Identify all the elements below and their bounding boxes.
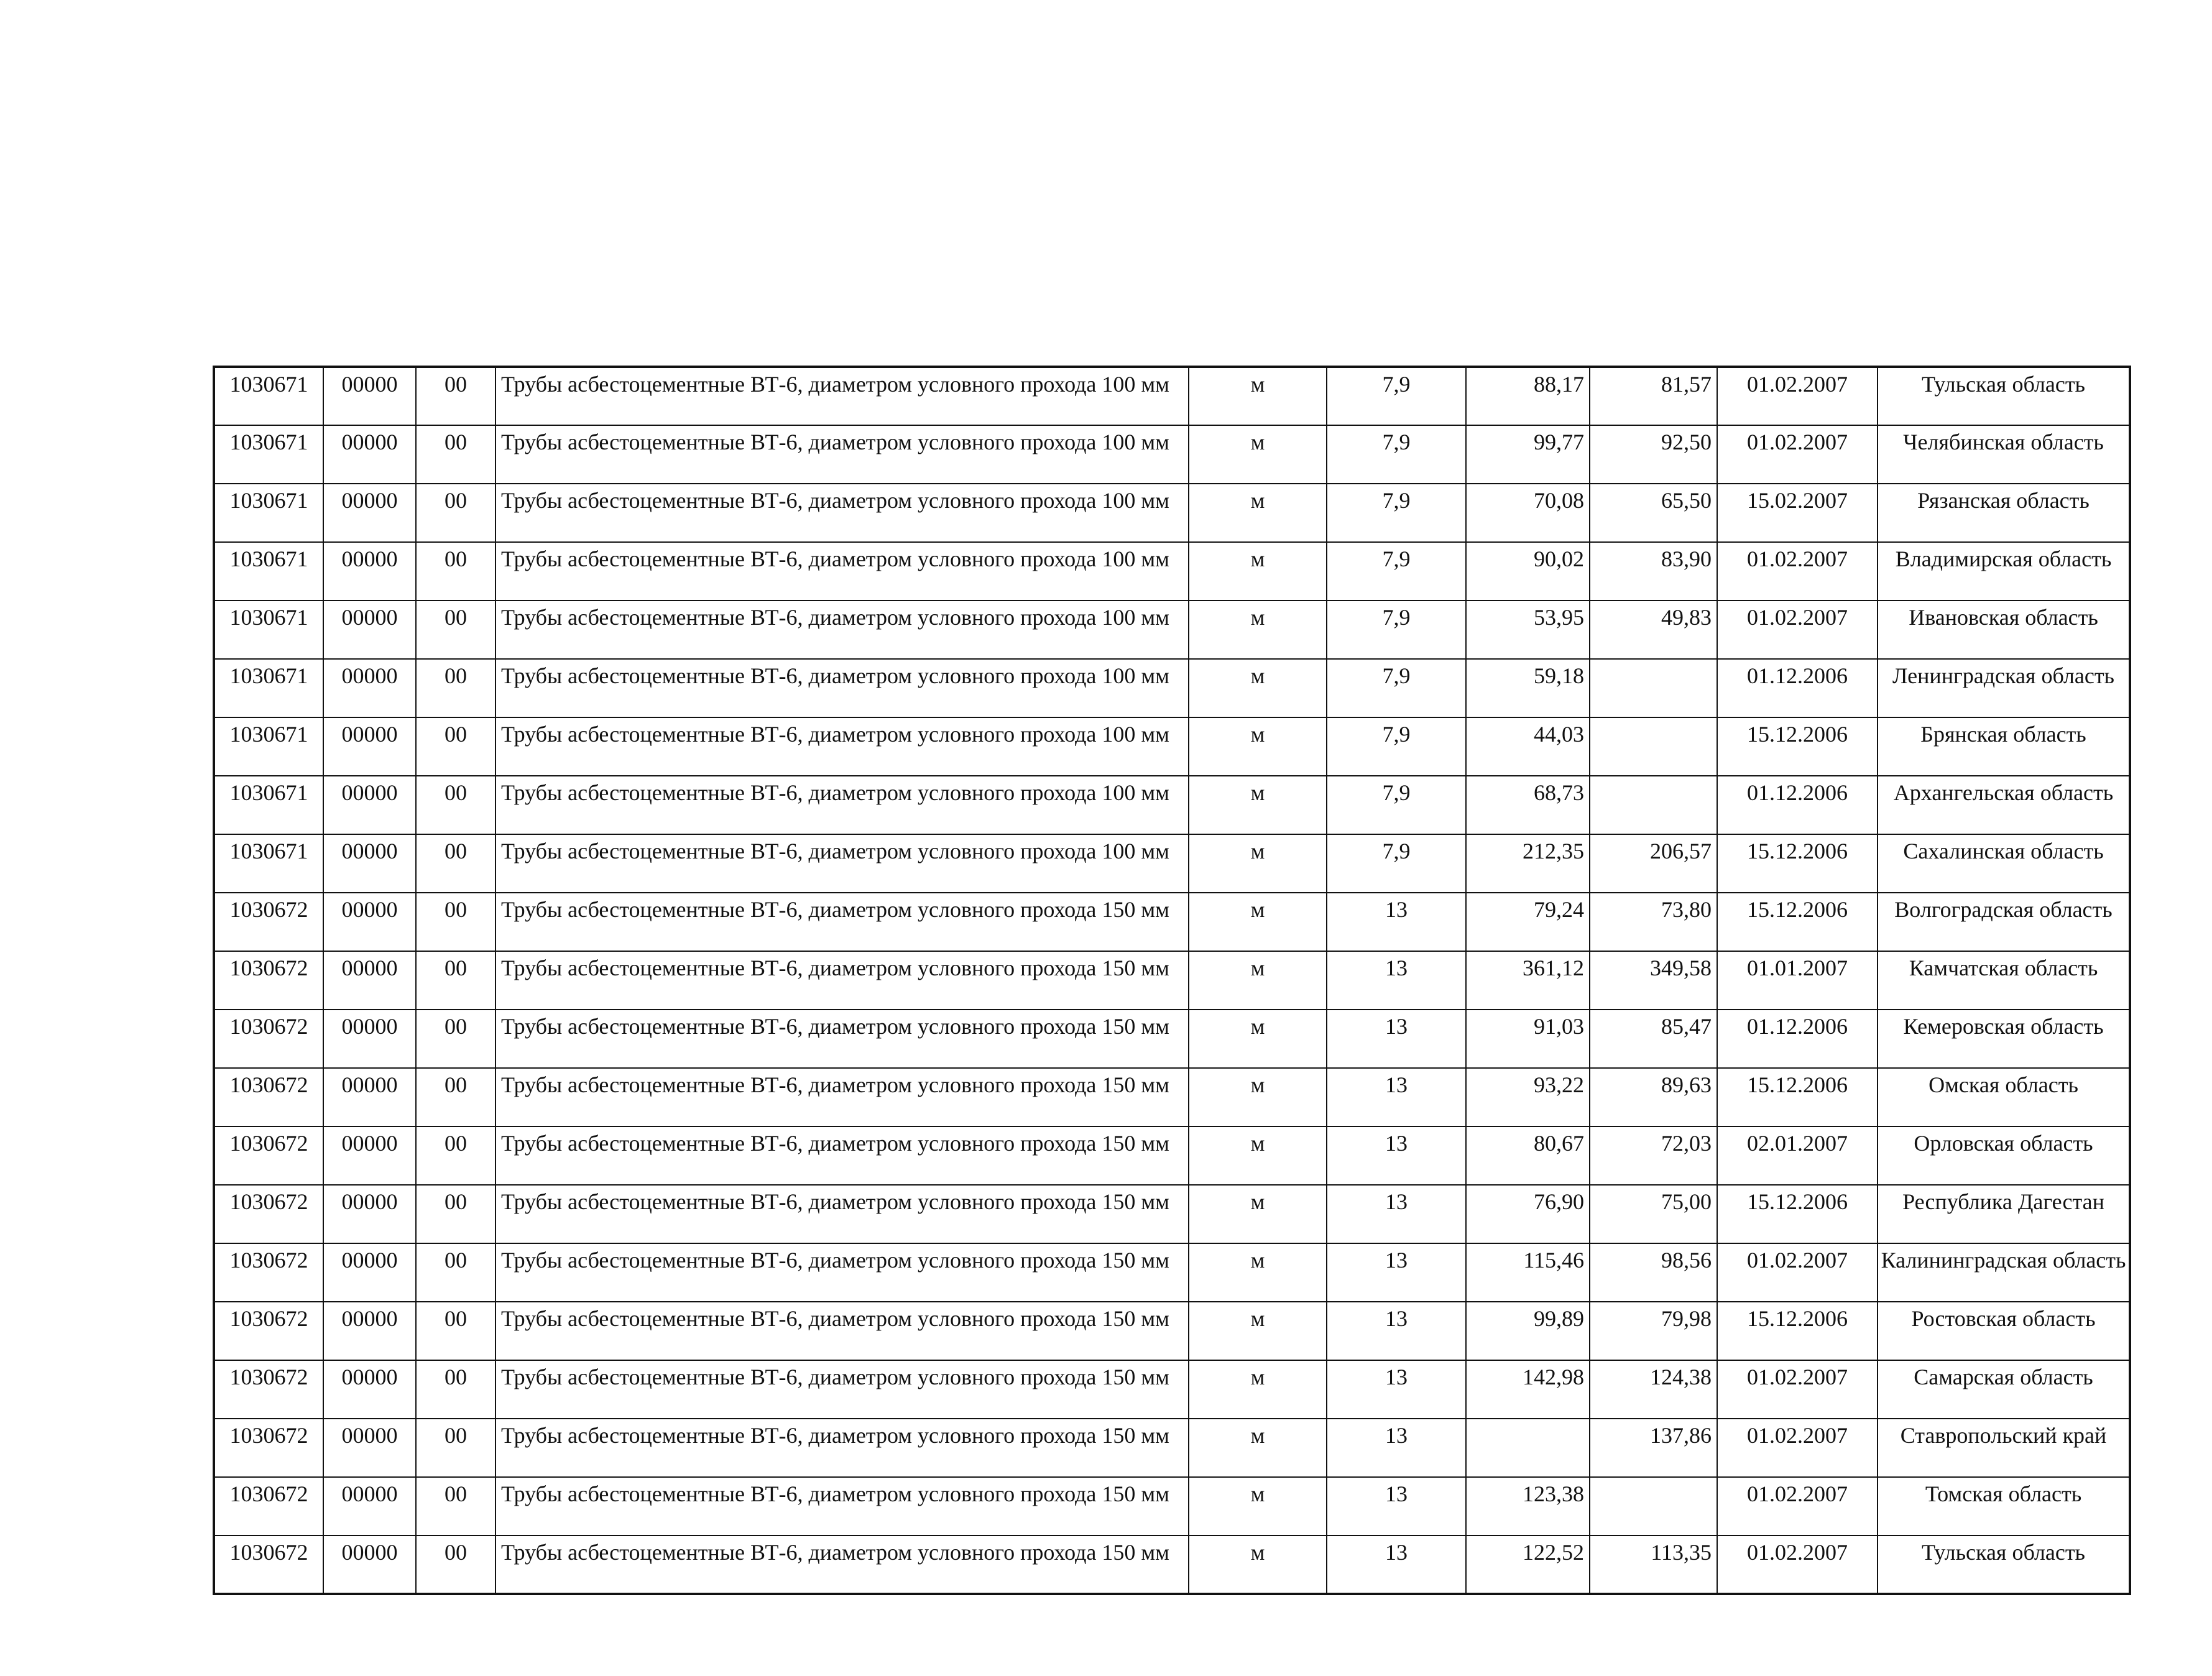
item-code-cell: 1030672 bbox=[214, 1126, 323, 1185]
table-row bbox=[214, 601, 2130, 659]
description-cell: Трубы асбестоцементные ВТ-6, диаметром условного прохода 100 мм bbox=[495, 659, 1189, 717]
table-row bbox=[214, 776, 2130, 834]
item-code-cell: 1030672 bbox=[214, 1243, 323, 1302]
item-code-cell: 1030672 bbox=[214, 1419, 323, 1477]
unit-cell: м bbox=[1189, 1126, 1327, 1185]
weight-cell: 7,9 bbox=[1327, 425, 1466, 484]
variant-code-cell: 00 bbox=[416, 1068, 495, 1126]
region-cell: Волгоградская область bbox=[1878, 893, 2130, 951]
subcode-cell: 00000 bbox=[323, 893, 416, 951]
description-cell: Трубы асбестоцементные ВТ-6, диаметром условного прохода 150 мм bbox=[495, 951, 1189, 1010]
region-cell: Ленинградская область bbox=[1878, 659, 2130, 717]
description-cell: Трубы асбестоцементные ВТ-6, диаметром условного прохода 150 мм bbox=[495, 1185, 1189, 1243]
region-cell: Орловская область bbox=[1878, 1126, 2130, 1185]
description-cell: Трубы асбестоцементные ВТ-6, диаметром условного прохода 100 мм bbox=[495, 542, 1189, 601]
price-alt-cell bbox=[1590, 717, 1717, 776]
variant-code-cell: 00 bbox=[416, 601, 495, 659]
item-code-cell: 1030671 bbox=[214, 834, 323, 893]
weight-cell: 13 bbox=[1327, 893, 1466, 951]
table-row bbox=[214, 1302, 2130, 1360]
variant-code-cell: 00 bbox=[416, 1302, 495, 1360]
price-alt-cell: 85,47 bbox=[1590, 1010, 1717, 1068]
unit-cell: м bbox=[1189, 1536, 1327, 1594]
weight-cell: 7,9 bbox=[1327, 717, 1466, 776]
weight-cell: 13 bbox=[1327, 1477, 1466, 1536]
weight-cell: 13 bbox=[1327, 1243, 1466, 1302]
date-cell: 15.12.2006 bbox=[1717, 834, 1878, 893]
weight-cell: 13 bbox=[1327, 951, 1466, 1010]
table-row bbox=[214, 1360, 2130, 1419]
table-row bbox=[214, 1126, 2130, 1185]
date-cell: 01.02.2007 bbox=[1717, 601, 1878, 659]
variant-code-cell: 00 bbox=[416, 542, 495, 601]
price-cell: 68,73 bbox=[1466, 776, 1590, 834]
subcode-cell: 00000 bbox=[323, 601, 416, 659]
description-cell: Трубы асбестоцементные ВТ-6, диаметром условного прохода 150 мм bbox=[495, 1360, 1189, 1419]
region-cell: Самарская область bbox=[1878, 1360, 2130, 1419]
price-cell: 115,46 bbox=[1466, 1243, 1590, 1302]
description-cell: Трубы асбестоцементные ВТ-6, диаметром условного прохода 100 мм bbox=[495, 484, 1189, 542]
description-cell: Трубы асбестоцементные ВТ-6, диаметром условного прохода 100 мм bbox=[495, 717, 1189, 776]
price-cell: 90,02 bbox=[1466, 542, 1590, 601]
subcode-cell: 00000 bbox=[323, 1068, 416, 1126]
weight-cell: 13 bbox=[1327, 1302, 1466, 1360]
variant-code-cell: 00 bbox=[416, 834, 495, 893]
unit-cell: м bbox=[1189, 1360, 1327, 1419]
item-code-cell: 1030671 bbox=[214, 659, 323, 717]
price-alt-cell: 89,63 bbox=[1590, 1068, 1717, 1126]
weight-cell: 7,9 bbox=[1327, 542, 1466, 601]
variant-code-cell: 00 bbox=[416, 367, 495, 425]
region-cell: Калининградская область bbox=[1878, 1243, 2130, 1302]
variant-code-cell: 00 bbox=[416, 425, 495, 484]
item-code-cell: 1030671 bbox=[214, 542, 323, 601]
date-cell: 01.12.2006 bbox=[1717, 659, 1878, 717]
unit-cell: м bbox=[1189, 484, 1327, 542]
region-cell: Архангельская область bbox=[1878, 776, 2130, 834]
subcode-cell: 00000 bbox=[323, 1010, 416, 1068]
subcode-cell: 00000 bbox=[323, 1360, 416, 1419]
region-cell: Томская область bbox=[1878, 1477, 2130, 1536]
region-cell: Тульская область bbox=[1878, 367, 2130, 425]
item-code-cell: 1030672 bbox=[214, 1536, 323, 1594]
price-alt-cell: 81,57 bbox=[1590, 367, 1717, 425]
unit-cell: м bbox=[1189, 1419, 1327, 1477]
region-cell: Республика Дагестан bbox=[1878, 1185, 2130, 1243]
date-cell: 01.12.2006 bbox=[1717, 1010, 1878, 1068]
description-cell: Трубы асбестоцементные ВТ-6, диаметром условного прохода 150 мм bbox=[495, 1419, 1189, 1477]
description-cell: Трубы асбестоцементные ВТ-6, диаметром условного прохода 150 мм bbox=[495, 1243, 1189, 1302]
table-row bbox=[214, 1185, 2130, 1243]
variant-code-cell: 00 bbox=[416, 484, 495, 542]
region-cell: Рязанская область bbox=[1878, 484, 2130, 542]
unit-cell: м bbox=[1189, 1010, 1327, 1068]
price-cell: 53,95 bbox=[1466, 601, 1590, 659]
price-alt-cell: 98,56 bbox=[1590, 1243, 1717, 1302]
weight-cell: 13 bbox=[1327, 1419, 1466, 1477]
price-alt-cell: 92,50 bbox=[1590, 425, 1717, 484]
unit-cell: м bbox=[1189, 1185, 1327, 1243]
unit-cell: м bbox=[1189, 834, 1327, 893]
date-cell: 15.12.2006 bbox=[1717, 893, 1878, 951]
price-cell: 44,03 bbox=[1466, 717, 1590, 776]
item-code-cell: 1030671 bbox=[214, 484, 323, 542]
subcode-cell: 00000 bbox=[323, 425, 416, 484]
subcode-cell: 00000 bbox=[323, 776, 416, 834]
table-row bbox=[214, 1477, 2130, 1536]
subcode-cell: 00000 bbox=[323, 367, 416, 425]
date-cell: 01.02.2007 bbox=[1717, 1536, 1878, 1594]
description-cell: Трубы асбестоцементные ВТ-6, диаметром условного прохода 150 мм bbox=[495, 1010, 1189, 1068]
table-row bbox=[214, 542, 2130, 601]
price-cell: 91,03 bbox=[1466, 1010, 1590, 1068]
unit-cell: м bbox=[1189, 1302, 1327, 1360]
weight-cell: 7,9 bbox=[1327, 484, 1466, 542]
region-cell: Ивановская область bbox=[1878, 601, 2130, 659]
description-cell: Трубы асбестоцементные ВТ-6, диаметром условного прохода 150 мм bbox=[495, 1477, 1189, 1536]
variant-code-cell: 00 bbox=[416, 1243, 495, 1302]
table-row bbox=[214, 893, 2130, 951]
region-cell: Ставропольский край bbox=[1878, 1419, 2130, 1477]
item-code-cell: 1030671 bbox=[214, 776, 323, 834]
region-cell: Тульская область bbox=[1878, 1536, 2130, 1594]
date-cell: 02.01.2007 bbox=[1717, 1126, 1878, 1185]
weight-cell: 13 bbox=[1327, 1010, 1466, 1068]
subcode-cell: 00000 bbox=[323, 1185, 416, 1243]
price-cell: 123,38 bbox=[1466, 1477, 1590, 1536]
item-code-cell: 1030672 bbox=[214, 951, 323, 1010]
table-row bbox=[214, 951, 2130, 1010]
price-alt-cell: 349,58 bbox=[1590, 951, 1717, 1010]
subcode-cell: 00000 bbox=[323, 542, 416, 601]
date-cell: 01.01.2007 bbox=[1717, 951, 1878, 1010]
unit-cell: м bbox=[1189, 1477, 1327, 1536]
table-row bbox=[214, 1536, 2130, 1594]
price-cell: 88,17 bbox=[1466, 367, 1590, 425]
variant-code-cell: 00 bbox=[416, 1360, 495, 1419]
unit-cell: м bbox=[1189, 776, 1327, 834]
price-cell: 79,24 bbox=[1466, 893, 1590, 951]
price-alt-cell: 73,80 bbox=[1590, 893, 1717, 951]
variant-code-cell: 00 bbox=[416, 1536, 495, 1594]
weight-cell: 13 bbox=[1327, 1360, 1466, 1419]
price-alt-cell: 137,86 bbox=[1590, 1419, 1717, 1477]
table-row bbox=[214, 1243, 2130, 1302]
date-cell: 01.02.2007 bbox=[1717, 542, 1878, 601]
item-code-cell: 1030671 bbox=[214, 717, 323, 776]
date-cell: 15.12.2006 bbox=[1717, 1302, 1878, 1360]
item-code-cell: 1030672 bbox=[214, 1068, 323, 1126]
weight-cell: 13 bbox=[1327, 1068, 1466, 1126]
description-cell: Трубы асбестоцементные ВТ-6, диаметром условного прохода 100 мм bbox=[495, 834, 1189, 893]
weight-cell: 7,9 bbox=[1327, 367, 1466, 425]
subcode-cell: 00000 bbox=[323, 951, 416, 1010]
variant-code-cell: 00 bbox=[416, 1477, 495, 1536]
variant-code-cell: 00 bbox=[416, 1419, 495, 1477]
unit-cell: м bbox=[1189, 893, 1327, 951]
price-cell: 70,08 bbox=[1466, 484, 1590, 542]
description-cell: Трубы асбестоцементные ВТ-6, диаметром условного прохода 100 мм bbox=[495, 367, 1189, 425]
table-row bbox=[214, 1068, 2130, 1126]
description-cell: Трубы асбестоцементные ВТ-6, диаметром условного прохода 150 мм bbox=[495, 1068, 1189, 1126]
variant-code-cell: 00 bbox=[416, 717, 495, 776]
price-cell: 99,77 bbox=[1466, 425, 1590, 484]
weight-cell: 13 bbox=[1327, 1185, 1466, 1243]
variant-code-cell: 00 bbox=[416, 1010, 495, 1068]
table-row bbox=[214, 834, 2130, 893]
region-cell: Владимирская область bbox=[1878, 542, 2130, 601]
table-body bbox=[214, 367, 2130, 1594]
weight-cell: 13 bbox=[1327, 1126, 1466, 1185]
subcode-cell: 00000 bbox=[323, 834, 416, 893]
region-cell: Брянская область bbox=[1878, 717, 2130, 776]
price-cell: 212,35 bbox=[1466, 834, 1590, 893]
weight-cell: 7,9 bbox=[1327, 834, 1466, 893]
region-cell: Омская область bbox=[1878, 1068, 2130, 1126]
description-cell: Трубы асбестоцементные ВТ-6, диаметром условного прохода 100 мм bbox=[495, 776, 1189, 834]
table-row bbox=[214, 717, 2130, 776]
unit-cell: м bbox=[1189, 659, 1327, 717]
weight-cell: 7,9 bbox=[1327, 776, 1466, 834]
variant-code-cell: 00 bbox=[416, 659, 495, 717]
item-code-cell: 1030671 bbox=[214, 425, 323, 484]
item-code-cell: 1030671 bbox=[214, 367, 323, 425]
price-alt-cell bbox=[1590, 776, 1717, 834]
subcode-cell: 00000 bbox=[323, 1477, 416, 1536]
price-cell: 142,98 bbox=[1466, 1360, 1590, 1419]
table-row bbox=[214, 484, 2130, 542]
price-table bbox=[213, 366, 2131, 1595]
unit-cell: м bbox=[1189, 1243, 1327, 1302]
price-alt-cell: 124,38 bbox=[1590, 1360, 1717, 1419]
description-cell: Трубы асбестоцементные ВТ-6, диаметром условного прохода 150 мм bbox=[495, 893, 1189, 951]
item-code-cell: 1030671 bbox=[214, 601, 323, 659]
table-row bbox=[214, 659, 2130, 717]
variant-code-cell: 00 bbox=[416, 776, 495, 834]
price-cell: 122,52 bbox=[1466, 1536, 1590, 1594]
table-row bbox=[214, 367, 2130, 425]
unit-cell: м bbox=[1189, 367, 1327, 425]
description-cell: Трубы асбестоцементные ВТ-6, диаметром условного прохода 150 мм bbox=[495, 1126, 1189, 1185]
variant-code-cell: 00 bbox=[416, 951, 495, 1010]
item-code-cell: 1030672 bbox=[214, 1302, 323, 1360]
unit-cell: м bbox=[1189, 601, 1327, 659]
table-row bbox=[214, 1419, 2130, 1477]
weight-cell: 7,9 bbox=[1327, 601, 1466, 659]
price-alt-cell: 83,90 bbox=[1590, 542, 1717, 601]
subcode-cell: 00000 bbox=[323, 1302, 416, 1360]
description-cell: Трубы асбестоцементные ВТ-6, диаметром условного прохода 150 мм bbox=[495, 1536, 1189, 1594]
unit-cell: м bbox=[1189, 717, 1327, 776]
date-cell: 01.02.2007 bbox=[1717, 1360, 1878, 1419]
date-cell: 01.02.2007 bbox=[1717, 367, 1878, 425]
unit-cell: м bbox=[1189, 951, 1327, 1010]
date-cell: 15.02.2007 bbox=[1717, 484, 1878, 542]
region-cell: Ростовская область bbox=[1878, 1302, 2130, 1360]
description-cell: Трубы асбестоцементные ВТ-6, диаметром условного прохода 100 мм bbox=[495, 601, 1189, 659]
table-row bbox=[214, 1010, 2130, 1068]
date-cell: 15.12.2006 bbox=[1717, 717, 1878, 776]
date-cell: 15.12.2006 bbox=[1717, 1185, 1878, 1243]
unit-cell: м bbox=[1189, 542, 1327, 601]
price-cell: 76,90 bbox=[1466, 1185, 1590, 1243]
price-alt-cell: 113,35 bbox=[1590, 1536, 1717, 1594]
subcode-cell: 00000 bbox=[323, 1243, 416, 1302]
date-cell: 01.02.2007 bbox=[1717, 1477, 1878, 1536]
item-code-cell: 1030672 bbox=[214, 1185, 323, 1243]
variant-code-cell: 00 bbox=[416, 893, 495, 951]
item-code-cell: 1030672 bbox=[214, 893, 323, 951]
description-cell: Трубы асбестоцементные ВТ-6, диаметром условного прохода 150 мм bbox=[495, 1302, 1189, 1360]
unit-cell: м bbox=[1189, 1068, 1327, 1126]
unit-cell: м bbox=[1189, 425, 1327, 484]
item-code-cell: 1030672 bbox=[214, 1010, 323, 1068]
price-cell: 361,12 bbox=[1466, 951, 1590, 1010]
subcode-cell: 00000 bbox=[323, 484, 416, 542]
weight-cell: 7,9 bbox=[1327, 659, 1466, 717]
price-alt-cell: 72,03 bbox=[1590, 1126, 1717, 1185]
price-alt-cell bbox=[1590, 1477, 1717, 1536]
subcode-cell: 00000 bbox=[323, 717, 416, 776]
date-cell: 15.12.2006 bbox=[1717, 1068, 1878, 1126]
region-cell: Сахалинская область bbox=[1878, 834, 2130, 893]
table-row bbox=[214, 425, 2130, 484]
subcode-cell: 00000 bbox=[323, 659, 416, 717]
region-cell: Кемеровская область bbox=[1878, 1010, 2130, 1068]
variant-code-cell: 00 bbox=[416, 1185, 495, 1243]
date-cell: 01.02.2007 bbox=[1717, 1243, 1878, 1302]
price-cell: 59,18 bbox=[1466, 659, 1590, 717]
subcode-cell: 00000 bbox=[323, 1419, 416, 1477]
price-alt-cell: 49,83 bbox=[1590, 601, 1717, 659]
variant-code-cell: 00 bbox=[416, 1126, 495, 1185]
subcode-cell: 00000 bbox=[323, 1536, 416, 1594]
price-alt-cell bbox=[1590, 659, 1717, 717]
price-alt-cell: 75,00 bbox=[1590, 1185, 1717, 1243]
price-cell: 93,22 bbox=[1466, 1068, 1590, 1126]
price-alt-cell: 79,98 bbox=[1590, 1302, 1717, 1360]
date-cell: 01.12.2006 bbox=[1717, 776, 1878, 834]
price-cell bbox=[1466, 1419, 1590, 1477]
region-cell: Камчатская область bbox=[1878, 951, 2130, 1010]
price-alt-cell: 65,50 bbox=[1590, 484, 1717, 542]
weight-cell: 13 bbox=[1327, 1536, 1466, 1594]
item-code-cell: 1030672 bbox=[214, 1360, 323, 1419]
description-cell: Трубы асбестоцементные ВТ-6, диаметром условного прохода 100 мм bbox=[495, 425, 1189, 484]
subcode-cell: 00000 bbox=[323, 1126, 416, 1185]
price-cell: 99,89 bbox=[1466, 1302, 1590, 1360]
price-cell: 80,67 bbox=[1466, 1126, 1590, 1185]
date-cell: 01.02.2007 bbox=[1717, 1419, 1878, 1477]
price-alt-cell: 206,57 bbox=[1590, 834, 1717, 893]
item-code-cell: 1030672 bbox=[214, 1477, 323, 1536]
region-cell: Челябинская область bbox=[1878, 425, 2130, 484]
date-cell: 01.02.2007 bbox=[1717, 425, 1878, 484]
